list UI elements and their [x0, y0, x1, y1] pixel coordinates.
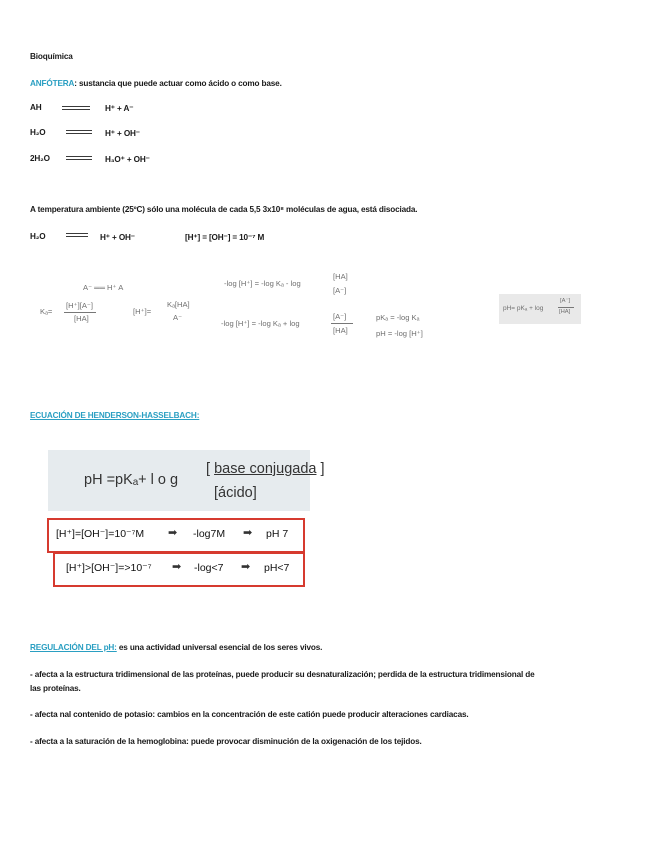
fraction-bar: [331, 323, 353, 324]
temperature-text: A temperatura ambiente (25ºC) sólo una molécula de cada 5,5 3x10⁸ moléculas de agua, está disociada.: [30, 205, 418, 214]
ka-label: Kₐ=: [40, 307, 53, 316]
right-arrow-icon: ➡: [172, 561, 182, 573]
regulacion-term: REGULACIÓN DEL pH:: [30, 643, 117, 652]
row-acid-c: pH<7: [264, 562, 290, 574]
reaction-3-lhs: 2H₂O: [30, 154, 50, 163]
anfotera-definition: [30, 79, 282, 88]
bullet-1: - afecta a la estructura tridimensional de las proteínas, puede producir su desnaturalización; perdida de la estructura tridimensional de: [30, 670, 535, 679]
row-neutral-a: [H⁺]=[OH⁻]=10⁻⁷M: [56, 528, 145, 540]
bullet-2: - afecta nal contenido de potasio: cambios en la concentración de este catión puede producir alteraciones cardiacas.: [30, 710, 469, 719]
bullet-3: - afecta a la saturación de la hemoglobina: puede provocar disminución de la oxigenación de los tejidos.: [30, 737, 422, 746]
equilibrium-arrow: [62, 109, 90, 110]
result-num: [A⁻]: [560, 298, 571, 304]
equilibrium-arrow: [62, 106, 90, 107]
right-arrow-icon: ➡: [241, 561, 251, 573]
ka-numerator: [H⁺][A⁻]: [66, 301, 94, 310]
water-eq-lhs: H₂O: [30, 232, 46, 241]
henderson-formula-den: [ácido]: [214, 485, 257, 501]
equilibrium-arrow: [66, 156, 92, 157]
fraction-bar: [558, 307, 574, 308]
henderson-heading: ECUACIÓN DE HENDERSON-HASSELBACH:: [30, 411, 200, 420]
regulacion-definition: [30, 643, 322, 652]
log-eq-1-num: [HA]: [333, 272, 348, 281]
result-formula: pH= pKₐ + log: [503, 305, 544, 312]
log-eq-1: -log [H⁺] = -log Kₐ - log: [224, 279, 301, 288]
henderson-formula-num-text: base conjugada: [214, 461, 317, 477]
right-arrow-icon: ➡: [243, 527, 253, 539]
ka-denominator: [HA]: [74, 314, 89, 323]
log-eq-1-den: [A⁻]: [333, 286, 347, 295]
reaction-2-rhs: H⁺ + OH⁻: [105, 129, 140, 138]
log-eq-2-den: [HA]: [333, 326, 348, 335]
log-eq-2: -log [H⁺] = -log Kₐ + log: [221, 319, 300, 328]
row-neutral-c: pH 7: [266, 528, 289, 540]
row-acid-a: [H⁺]>[OH⁻]=>10⁻⁷: [66, 562, 152, 574]
water-eq-relation: [H⁺] = [OH⁻] = 10⁻⁷ M: [185, 233, 265, 242]
derivation-eq1: A⁻ ══ H⁺ A: [83, 283, 124, 292]
page-title: Bioquímica: [30, 52, 73, 61]
reaction-1-lhs: AH: [30, 103, 42, 112]
result-den: [HA]: [559, 309, 571, 315]
equilibrium-arrow: [66, 159, 92, 160]
pka-definition: pKₐ = -log Kₐ: [376, 313, 420, 322]
anfotera-text: : sustancia que puede actuar como ácido o como base.: [74, 79, 282, 88]
equilibrium-arrow: [66, 233, 88, 234]
h-numerator: Kₐ[HA]: [167, 300, 190, 309]
reaction-1-rhs: H⁺ + A⁻: [105, 104, 134, 113]
right-arrow-icon: ➡: [168, 527, 178, 539]
h-denominator: A⁻: [173, 313, 183, 322]
equilibrium-arrow: [66, 130, 92, 131]
henderson-formula-num: [ base conjugada ]: [206, 461, 325, 477]
ph-definition: pH = -log [H⁺]: [376, 329, 423, 338]
equilibrium-arrow: [66, 236, 88, 237]
row-neutral-b: -log7M: [193, 528, 226, 540]
log-eq-2-num: [A⁻]: [333, 312, 347, 321]
row-acid-b: -log<7: [194, 562, 224, 574]
reaction-2-lhs: H₂O: [30, 128, 46, 137]
regulacion-text: es una actividad universal esencial de los seres vivos.: [116, 643, 323, 652]
henderson-formula-lhs: pH =pKₐ+ l o g: [84, 472, 179, 488]
equilibrium-arrow: [66, 133, 92, 134]
reaction-3-rhs: H₃O⁺ + OH⁻: [105, 155, 150, 164]
anfotera-term: ANFÓTERA: [30, 79, 75, 88]
bullet-1-cont: las proteínas.: [30, 684, 81, 693]
water-eq-rhs: H⁺ + OH⁻: [100, 233, 135, 242]
fraction-bar: [64, 312, 96, 313]
h-label: [H⁺]=: [133, 307, 152, 316]
